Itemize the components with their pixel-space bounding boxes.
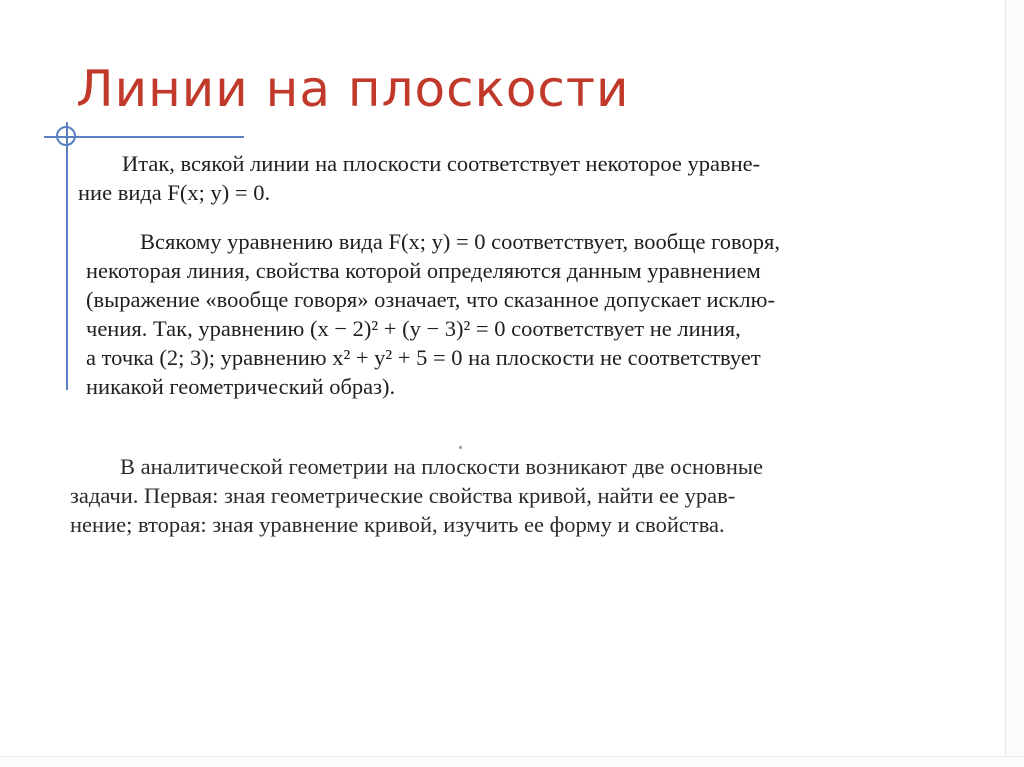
paragraph-2-line-4: чения. Так, уравнению (x − 2)² + (y − 3)² = 0 соответствует не линия, (86, 316, 741, 341)
slide-title: Линии на плоскости (76, 60, 630, 118)
accent-vertical-rule (66, 122, 68, 390)
paragraph-1-line-2: ние вида F(x; y) = 0. (78, 180, 271, 205)
paragraph-2-line-6: никакой геометрический образ). (86, 374, 396, 399)
accent-ring-icon (56, 126, 76, 146)
paragraph-3 (70, 452, 763, 539)
stray-dot (459, 446, 462, 449)
paragraph-1 (78, 149, 760, 207)
paragraph-2 (86, 227, 780, 401)
paragraph-2-line-1: Всякому уравнению вида F(x; y) = 0 соответствует, вообще говоря, (140, 229, 780, 254)
paragraph-3-line-3: нение; вторая: зная уравнение кривой, изучить ее форму и свойства. (70, 512, 725, 537)
paragraph-2-line-3: (выражение «вообще говоря» означает, что сказанное допускает исклю- (86, 287, 775, 312)
paragraph-3-line-2: задачи. Первая: зная геометрические свойства кривой, найти ее урав- (70, 483, 736, 508)
paragraph-3-line-1: В аналитической геометрии на плоскости возникают две основные (120, 454, 764, 479)
paragraph-1-line-1: Итак, всякой линии на плоскости соответствует некоторое уравне- (122, 151, 761, 176)
slide-bottom-edge (0, 756, 1024, 767)
paragraph-2-line-5: а точка (2; 3); уравнению x² + y² + 5 = 0 на плоскости не соответствует (86, 345, 761, 370)
slide-right-edge (1005, 0, 1024, 767)
paragraph-2-line-2: некоторая линия, свойства которой определяются данным уравнением (86, 258, 761, 283)
